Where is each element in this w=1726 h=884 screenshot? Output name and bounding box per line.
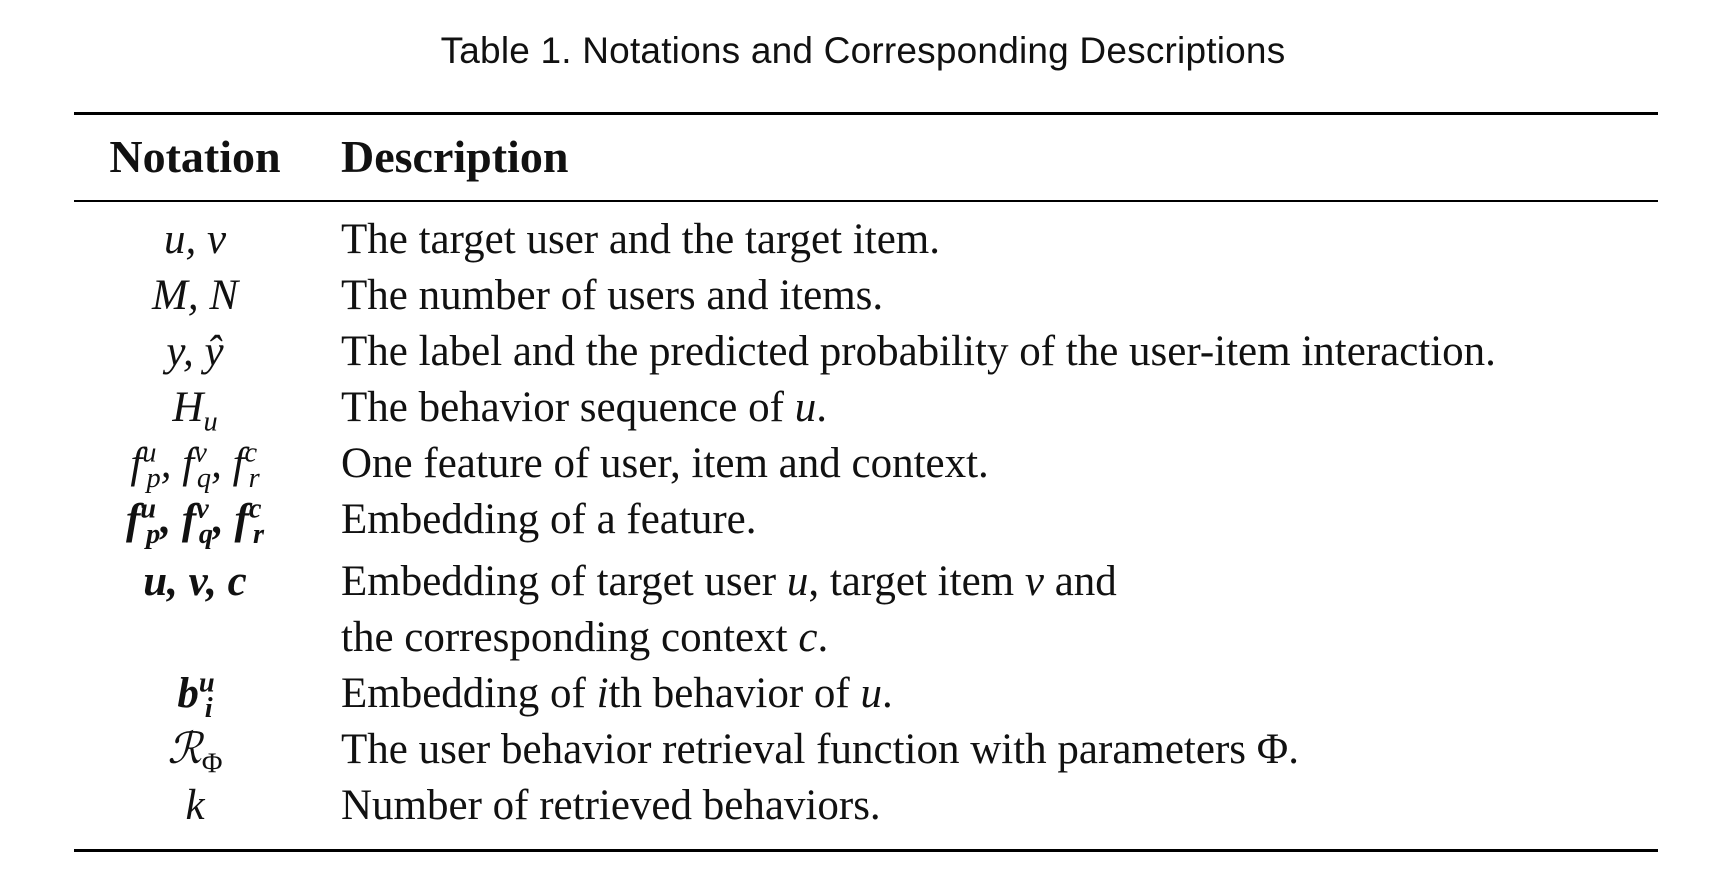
table-row (0, 724, 1726, 780)
notation-cell: u, v, c (143, 558, 247, 605)
table-row (0, 270, 1726, 322)
notation-cell: u, v (163, 216, 227, 263)
notation-cell: $b^u_i$ (177, 667, 215, 724)
description-cell: The target user and the target item. (341, 216, 940, 263)
notation-cell: y, ŷ (166, 328, 224, 375)
table-caption: Table 1. Notations and Corresponding Descriptions (440, 30, 1286, 71)
description-cell: Embedding of target user u, target item v and (341, 558, 1117, 605)
description-cell: the corresponding context c. (341, 614, 829, 661)
top-rule (74, 112, 1658, 115)
notation-cell: $H_u$ (172, 384, 218, 438)
header-notation: Notation (109, 131, 281, 182)
description-cell: Embedding of ith behavior of u. (341, 670, 893, 717)
table-row (0, 214, 1726, 266)
header-rule (74, 200, 1658, 202)
table-row (0, 780, 1726, 832)
table-row (0, 556, 1726, 608)
description-cell: The label and the predicted probability of the user-item interaction. (341, 328, 1496, 375)
table-row (0, 382, 1726, 438)
bottom-rule (74, 849, 1658, 852)
table-row (0, 493, 1726, 550)
table-row (0, 326, 1726, 378)
table-row (0, 667, 1726, 724)
notation-cell: $f^u_p$, $f^v_q$, $f^c_r$ (130, 437, 260, 494)
description-cell: The behavior sequence of u. (341, 384, 827, 431)
notation-cell: ℛ$_\Phi$ (167, 726, 223, 780)
notation-cell: $f^u_p$, $f^v_q$, $f^c_r$ (125, 493, 265, 550)
table-row (0, 612, 1726, 664)
header-description: Description (341, 131, 569, 182)
description-cell: Embedding of a feature. (341, 496, 757, 543)
description-cell: The user behavior retrieval function with parameters Φ. (341, 726, 1299, 773)
notation-cell: M, N (152, 272, 238, 319)
description-cell: The number of users and items. (341, 272, 884, 319)
notation-cell: k (185, 782, 205, 829)
description-cell: One feature of user, item and context. (341, 440, 989, 487)
description-cell: Number of retrieved behaviors. (341, 782, 881, 829)
table-row (0, 437, 1726, 494)
